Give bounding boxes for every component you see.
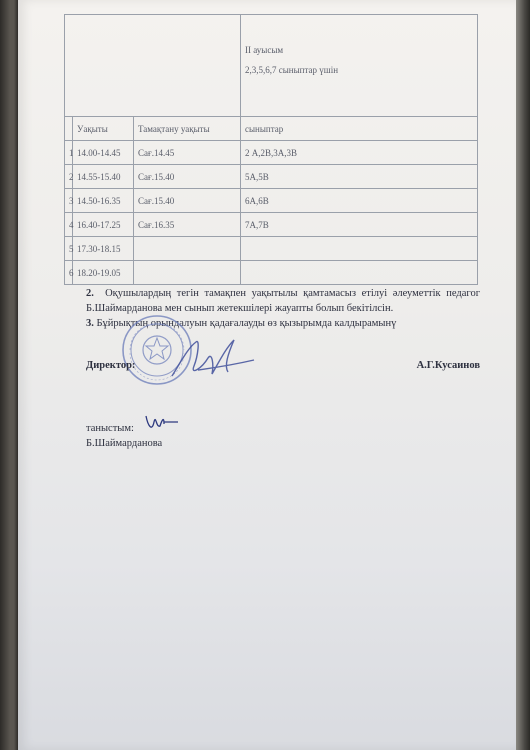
row-time: 16.40-17.25 <box>73 213 134 237</box>
page-edge <box>516 0 530 750</box>
shift-subtitle: 2,3,5,6,7 сыныптар үшін <box>245 65 339 75</box>
row-time: 18.20-19.05 <box>73 261 134 285</box>
schedule-table <box>64 14 478 285</box>
paragraph-3-number: 3. <box>86 318 94 329</box>
row-time: 14.55-15.40 <box>73 165 134 189</box>
row-classes: 7А,7В <box>241 213 478 237</box>
table-header-row <box>65 117 478 141</box>
table-title-row <box>65 15 478 117</box>
table-row <box>65 213 478 237</box>
row-number: 2 <box>65 165 73 189</box>
row-feed-time <box>134 261 241 285</box>
row-classes: 2 А,2В,3А,3В <box>241 141 478 165</box>
title-empty-cell <box>65 15 241 117</box>
table-row <box>65 237 478 261</box>
row-time: 14.50-16.35 <box>73 189 134 213</box>
row-number: 4 <box>65 213 73 237</box>
director-label: Директор: <box>86 360 136 371</box>
table-row <box>65 165 478 189</box>
paragraph-2-text: Оқушылардың тегін тамақпен уақытылы қамтамасыз етілуі әлеуметтік педагог Б.Шаймарданова мен сынып жетекшілері жауапты болып бекітілсін. <box>86 288 480 314</box>
table-row <box>65 141 478 165</box>
acknowledgement-label: таныстым: <box>86 423 134 434</box>
row-number: 5 <box>65 237 73 261</box>
row-classes: 5А,5В <box>241 165 478 189</box>
row-number: 3 <box>65 189 73 213</box>
row-time: 17.30-18.15 <box>73 237 134 261</box>
header-time: Уақыты <box>73 117 134 141</box>
row-feed-time: Сағ.16.35 <box>134 213 241 237</box>
row-number: 1 <box>65 141 73 165</box>
header-number-cell <box>65 117 73 141</box>
shift-title: II ауысым <box>245 45 284 55</box>
row-number: 6 <box>65 261 73 285</box>
acknowledgement-name: Б.Шаймарданова <box>86 438 163 449</box>
row-classes <box>241 237 478 261</box>
director-signature-icon <box>168 330 258 390</box>
header-classes: сыныптар <box>241 117 478 141</box>
row-feed-time: Сағ.15.40 <box>134 165 241 189</box>
table-row <box>65 189 478 213</box>
paragraph-3-text: Бұйрықтың орындалуын қадағалауды өз қызырымда калдырамынү <box>96 318 397 329</box>
shift-cell <box>241 15 478 117</box>
row-feed-time: Сағ.15.40 <box>134 189 241 213</box>
row-feed-time <box>134 237 241 261</box>
director-name: А.Г.Кусаинов <box>416 360 480 371</box>
acknowledgement-block <box>86 421 162 451</box>
row-feed-time: Сағ.14.45 <box>134 141 241 165</box>
row-classes <box>241 261 478 285</box>
paragraph-2 <box>86 286 480 316</box>
table-row <box>65 261 478 285</box>
paragraph-2-number: 2. <box>86 288 94 299</box>
row-time: 14.00-14.45 <box>73 141 134 165</box>
header-feed-time: Тамақтану уақыты <box>134 117 241 141</box>
row-classes: 6А,6В <box>241 189 478 213</box>
